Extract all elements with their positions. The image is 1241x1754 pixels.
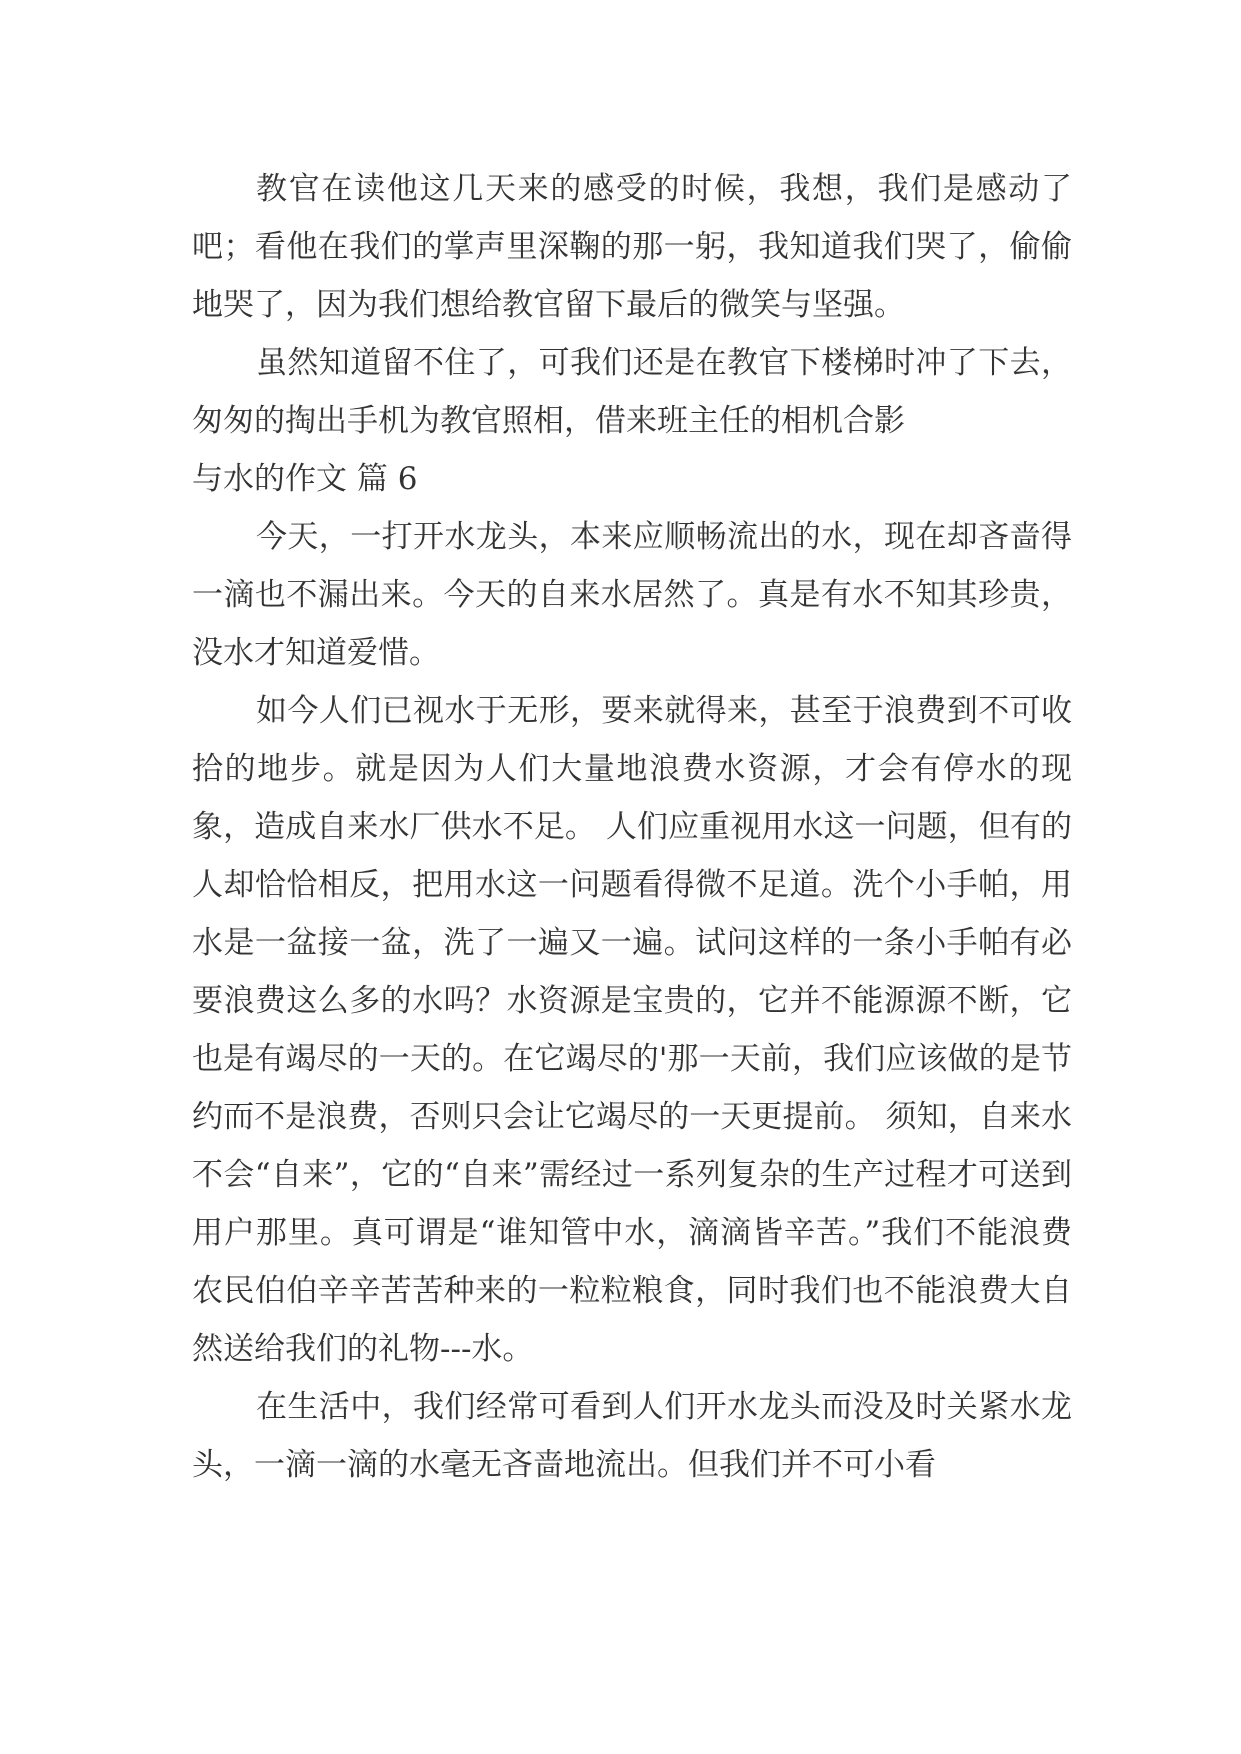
paragraph-instructor-reading: 教官在读他这几天来的感受的时候，我想，我们是感动了吧；看他在我们的掌声里深鞠的那一躬，我知道我们哭了，偷偷地哭了，因为我们想给教官留下最后的微笑与坚强。 [192, 171, 1072, 323]
paragraph-water-waste: 如今人们已视水于无形，要来就得来，甚至于浪费到不可收拾的地步。就是因为人们大量地浪费水资源，才会有停水的现象，造成自来水厂供水不足。 人们应重视用水这一问题，但有的人却恰恰相反，把用水这一问题看得微不足道。洗个小手帕，用水是一盆接一盆，洗了一遍又一遍。试问这样的一条小手帕有必要浪费这么多的水吗？水资源是宝贵的，它并不能源源不断，它也是有竭尽的一天的。在它竭尽的'那一天前，我们应该做的是节约而不是浪费，否则只会让它竭尽的一天更提前。 须知，自来水不会“自来”，它的“自来”需经过一系列复杂的生产过程才可送到用户那里。真可谓是“谁知管中水，滴滴皆辛苦。”我们不能浪费农民伯伯辛辛苦苦种来的一粒粒粮食，同时我们也不能浪费大自然送给我们的礼物---水。 [192, 693, 1072, 1367]
paragraph-farewell-photo: 虽然知道留不住了，可我们还是在教官下楼梯时冲了下去，匆匆的掏出手机为教官照相，借来班主任的相机合影 [192, 345, 1072, 439]
paragraph-daily-life: 在生活中，我们经常可看到人们开水龙头而没及时关紧水龙头，一滴一滴的水毫无吝啬地流出。但我们并不可小看 [192, 1389, 1072, 1483]
paragraph-tap-water: 今天，一打开水龙头，本来应顺畅流出的水，现在却吝啬得一滴也不漏出来。今天的自来水居然了。真是有水不知其珍贵，没水才知道爱惜。 [192, 519, 1072, 671]
document-body [192, 160, 1072, 1494]
section-heading: 与水的作文 篇 6 [192, 461, 418, 497]
